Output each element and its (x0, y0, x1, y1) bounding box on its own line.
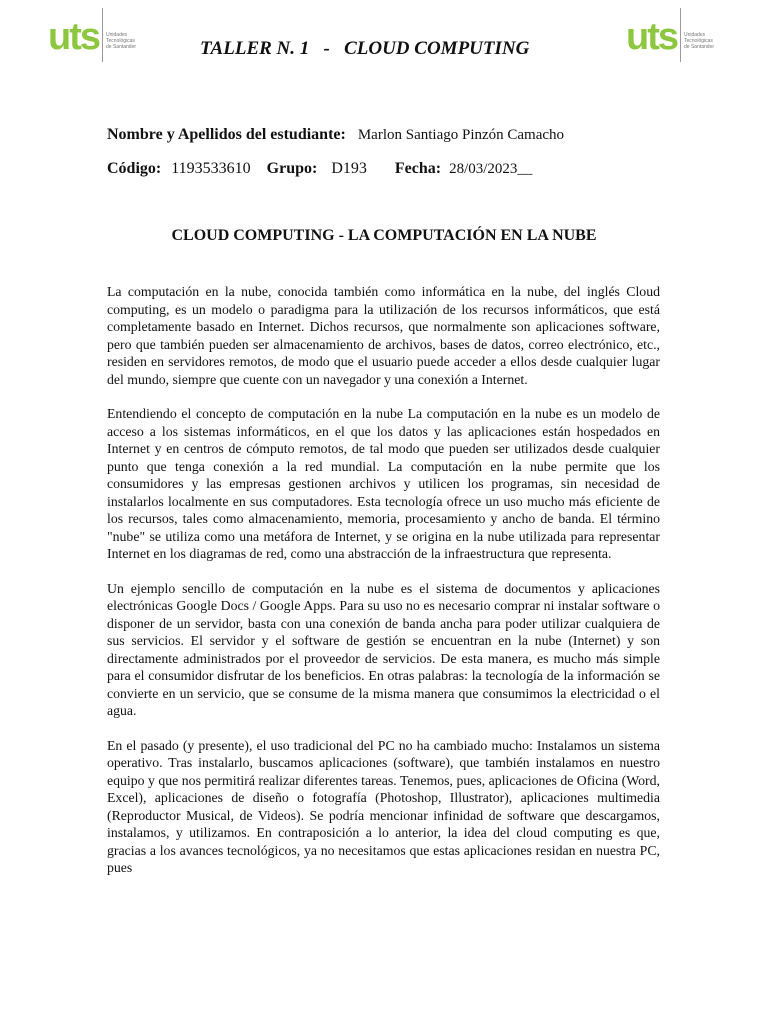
uts-logo-left (48, 8, 146, 66)
logo-divider (680, 8, 681, 62)
uts-logo-right (626, 8, 724, 66)
page-header-title: TALLER N. 1 - CLOUD COMPUTING (200, 38, 530, 59)
group-value: D193 (331, 160, 367, 177)
document-body (107, 283, 660, 894)
logo-subtitle-line: Unidades (684, 32, 706, 39)
document-title: CLOUD COMPUTING - LA COMPUTACIÓN EN LA NUBE (171, 227, 597, 244)
name-value: Marlon Santiago Pinzón Camacho (357, 127, 565, 143)
paragraph: En el pasado (y presente), el uso tradicional del PC no ha cambiado mucho: Instalamos un sistema operativo. Tras instalarlo, buscamos aplicaciones (software), que también instalamos en nuestro equipo y que nos permitirá realizar diferentes tareas. Tenemos, pues, aplicaciones de Oficina (Word, Excel), aplicaciones de diseño o fotografía (Photoshop, Illustrator), aplicaciones multimedia (Reproductor Musical, de Videos). Se podría mencionar infinidad de software que descargamos, instalamos, y utilizamos. En contraposición a lo anterior, la idea del cloud computing es que, gracias a los avances tecnológicos, ya no necesitamos que estas aplicaciones residan en nuestra PC, pues (107, 737, 660, 875)
logo-subtitle-line: de Santander (106, 43, 137, 50)
code-value: 1193533610 (171, 160, 251, 177)
logo-mark: uts (626, 16, 677, 58)
logo-subtitle-line: Tecnológicas (684, 38, 713, 45)
logo-subtitle-line: Unidades (106, 32, 128, 39)
paragraph: Entendiendo el concepto de computación en la nube La computación en la nube es un modelo de acceso a los sistemas informáticos, en el que los datos y las aplicaciones están hospedados en Internet y en centros de cómputo remotos, de tal modo que pueden ser utilizados desde cualquier punto que tenga conexión a la red mundial. La computación en la nube permite que los consumidores y las empresas gestionen archivos y utilicen los programas, sin necesidad de instalarlos localmente en sus computadores. Esta tecnología ofrece un uso mucho más eficiente de los recursos, tales como almacenamiento, memoria, procesamiento y ancho de banda. El término "nube" se utiliza como una metáfora de Internet, y se origina en la nube utilizada para representar Internet en los diagramas de red, como una abstracción de la infraestructura que representa. (107, 406, 660, 561)
student-details-row (107, 160, 532, 178)
paragraph: Un ejemplo sencillo de computación en la nube es el sistema de documentos y aplicaciones electrónicas Google Docs / Google Apps. Para su uso no es necesario comprar ni instalar software o disponer de un servidor, basta con una conexión de banda ancha para poder utilizar cualquiera de sus servicios. El servidor y el software de gestión se encuentran en la nube (Internet) y son directamente administrados por el proveedor de servicios. De esta manera, es mucho más simple para el consumidor disfrutar de los beneficios. En otras palabras: la tecnología de la información se convierte en un servicio, que se consume de la misma manera que consumimos la electricidad o el agua. (107, 580, 660, 718)
student-name-row (107, 126, 564, 144)
name-label: Nombre y Apellidos del estudiante: (107, 126, 346, 143)
code-label: Código: (107, 160, 162, 177)
date-value: 28/03/2023__ (449, 161, 533, 177)
paragraph: La computación en la nube, conocida también como informática en la nube, del inglés Cloud computing, es un modelo o paradigma para la utilización de los recursos informáticos, que está completamente basado en Internet. Dichos recursos, que normalmente son aplicaciones software, pero que también pueden ser almacenamiento de archivos, bases de datos, correo electrónico, etc., residen en servidores remotos, de modo que el usuario puede acceder a ellos desde cualquier lugar del mundo, siempre que cuente con un navegador y una conexión a Internet. (107, 284, 660, 387)
logo-subtitle-line: de Santander (684, 43, 715, 50)
logo-subtitle-line: Tecnológicas (106, 38, 135, 45)
logo-subtitle (684, 33, 714, 50)
logo-divider (102, 8, 103, 62)
group-label: Grupo: (266, 160, 318, 177)
logo-subtitle (106, 33, 136, 50)
logo-mark: uts (48, 16, 99, 58)
date-label: Fecha: (394, 160, 442, 177)
